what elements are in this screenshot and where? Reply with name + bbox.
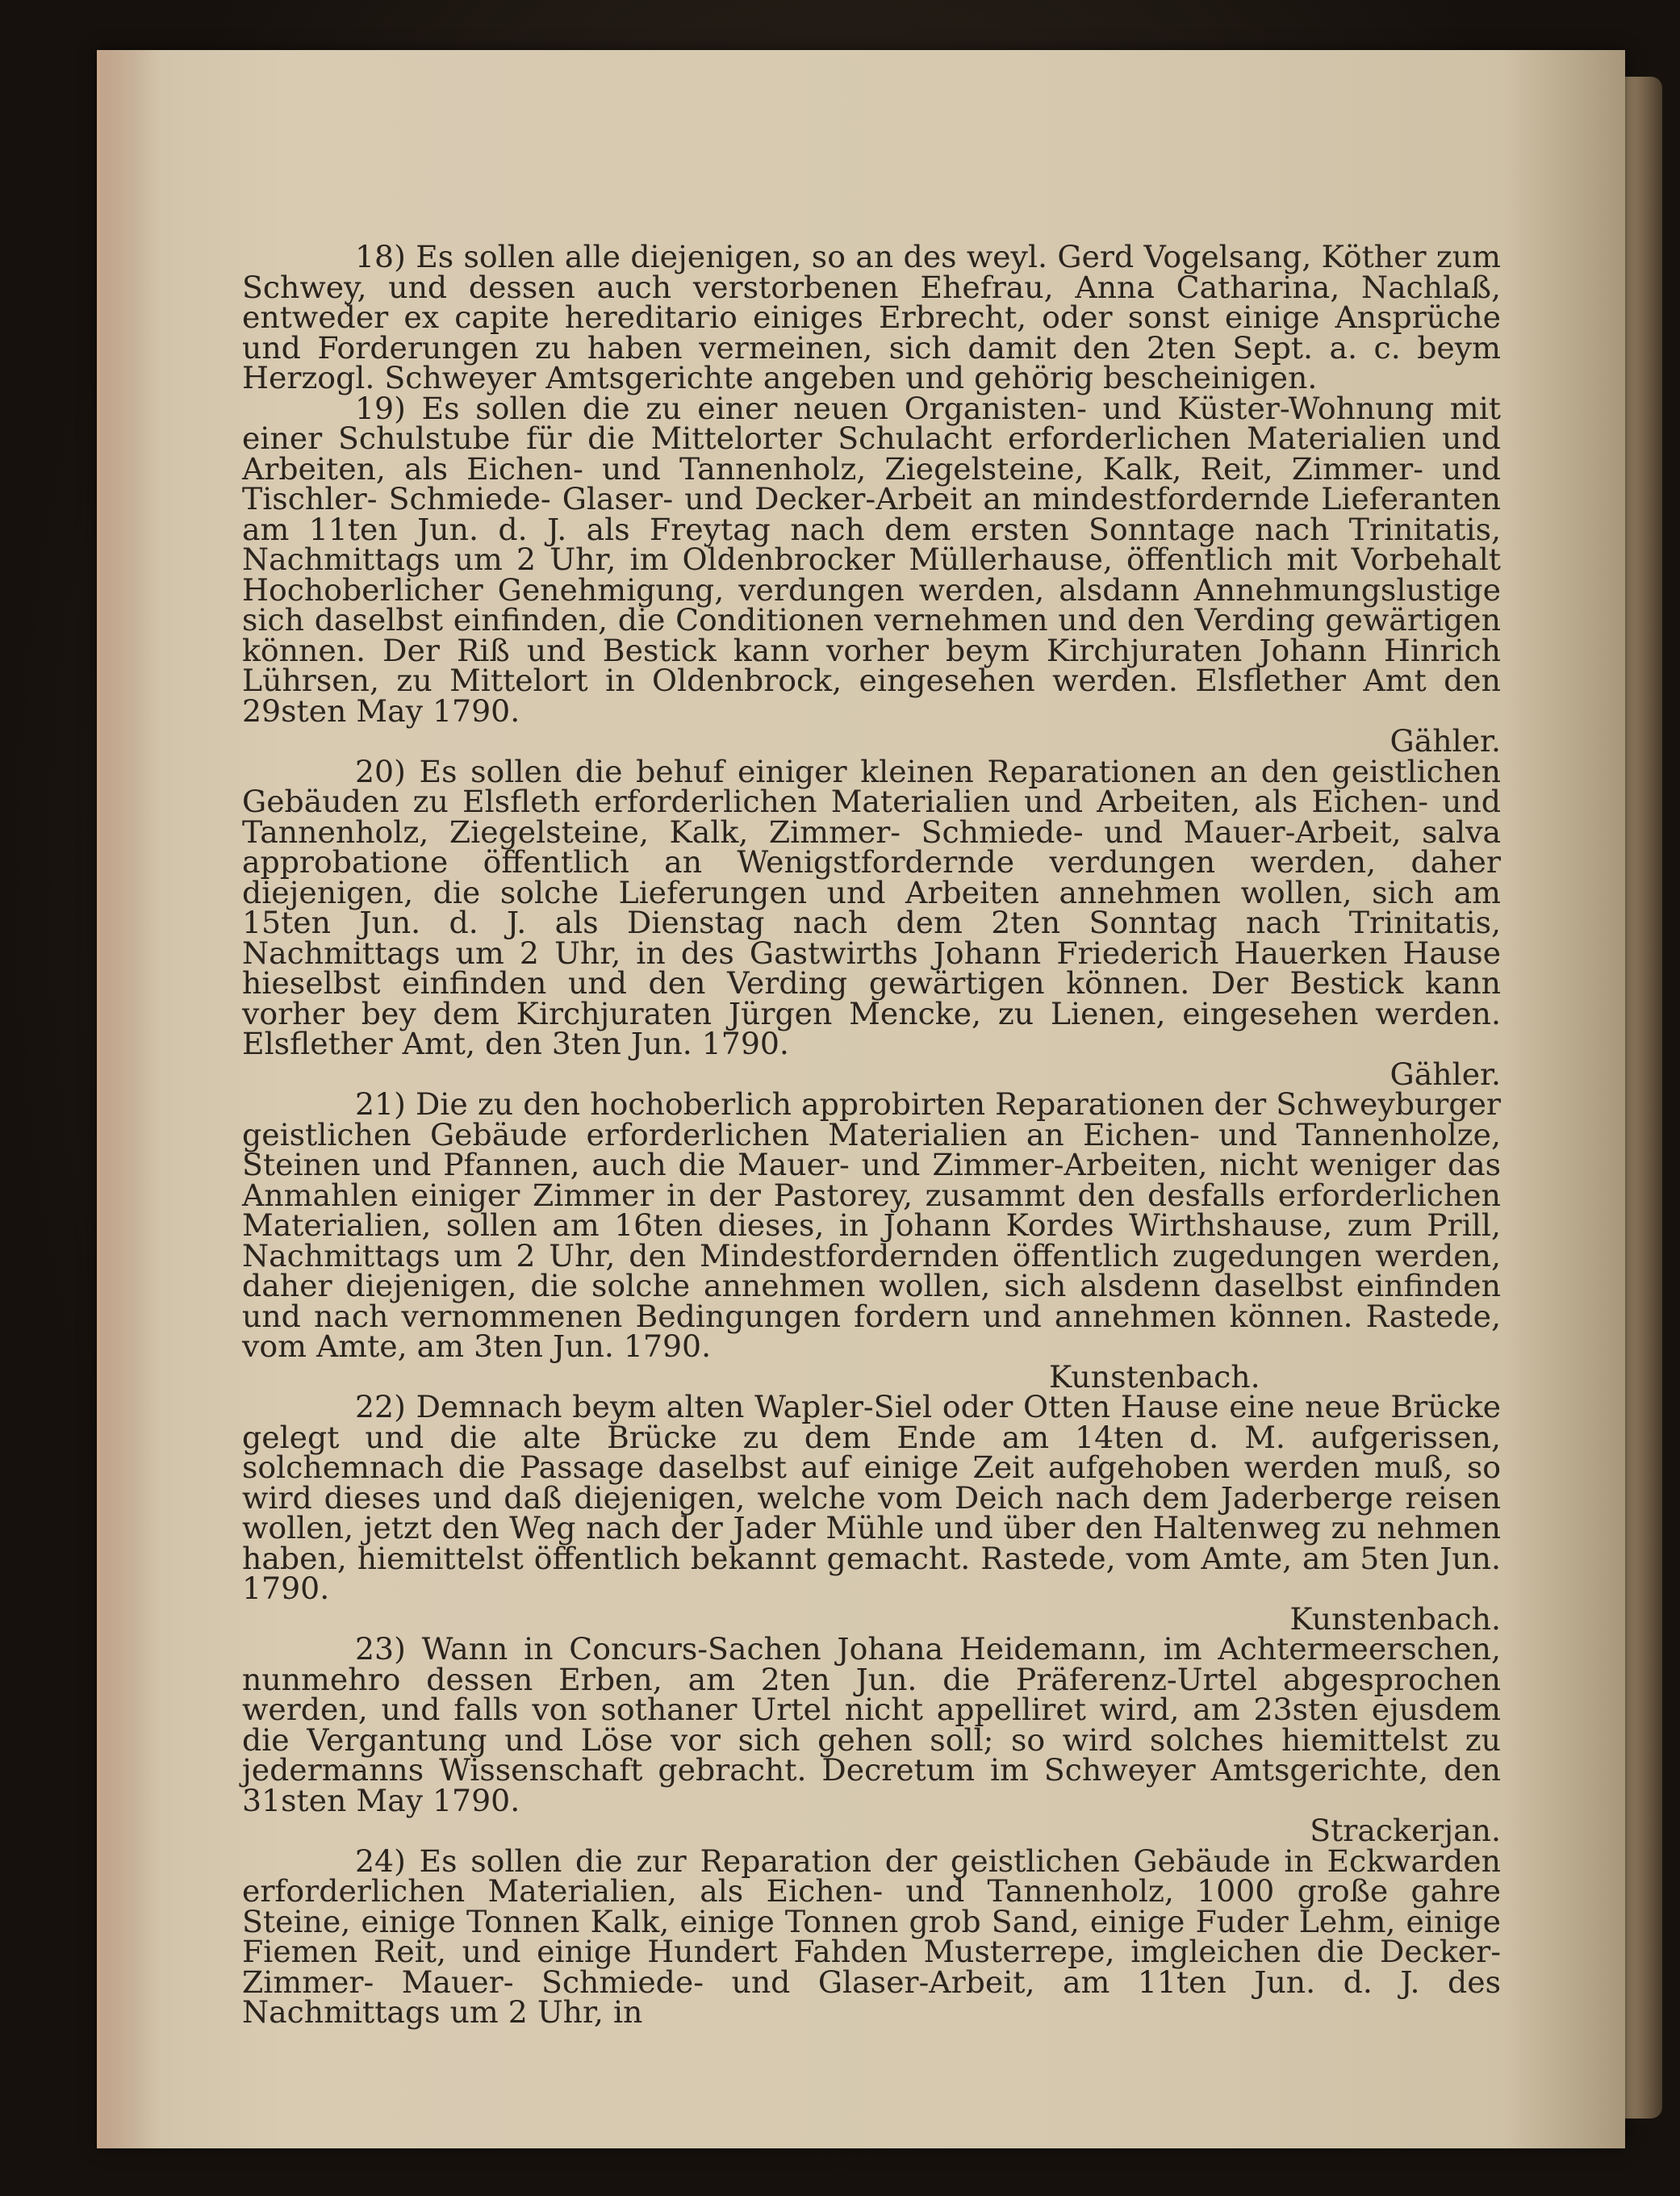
notice-24 bbox=[242, 1843, 1501, 2030]
notice-text: 21) Die zu den hochoberlich approbirten Reparationen der Schweyburger geistlichen Gebäude erforderlichen Materialien an Eichen- und Tannenholze, Steinen und Pfannen, auch die Mauer- und Zimmer-Arbeiten, nicht weniger das Anmahlen einiger Zimmer in der Pastorey, zusammt den desfalls erforderlichen Materialien, sollen am 16ten dieses, in Johann Kordes Wirthshause, zum Prill, Nachmittags um 2 Uhr, den Mindestfordernden öffentlich zugedungen werden, daher diejenigen, die solche annehmen wollen, sich alsdenn daselbst einfinden und nach vernommenen Bedingungen fordern und annehmen können. Rastede, vom Amte, am 3ten Jun. 1790. bbox=[242, 1086, 1501, 1364]
notice-signature: Gähler. bbox=[1390, 723, 1501, 759]
notice-signature: Kunstenbach. bbox=[1049, 1358, 1260, 1395]
notice-text: 23) Wann in Concurs-Sachen Johana Heidemann, im Achtermeerschen, nunmehro dessen Erben, am 2ten Jun. die Präferenz-Urtel abgesprochen werden, und falls von sothaner Urtel nicht appelliret wird, am 23sten ejusdem die Vergantung und Löse vor sich gehen soll; so wird solches hiemittelst zu jedermanns Wissenschaft gebracht. Decretum im Schweyer Amtsgerichte, den 31sten May 1790. bbox=[242, 1631, 1501, 1818]
notice-21 bbox=[242, 1086, 1501, 1395]
notice-text: 20) Es sollen die behuf einiger kleinen Reparationen an den geistlichen Gebäuden zu Elsfleth erforderlichen Materialien und Arbeiten, als Eichen- und Tannenholz, Ziegelsteine, Kalk, Zimmer- Schmiede- und Mauer-Arbeit, salva approbatione öffentlich an Wenigstfordernde verdungen werden, daher diejenigen, die solche Lieferungen und Arbeiten annehmen wollen, sich am 15ten Jun. d. J. als Dienstag nach dem 2ten Sonntag nach Trinitatis, Nachmittags um 2 Uhr, in des Gastwirths Johann Friederich Hauerken Hause hieselbst einfinden und den Verding gewärtigen können. Der Bestick kann vorher bey dem Kirchjuraten Jürgen Mencke, zu Lienen, eingesehen werden. Elsflether Amt, den 3ten Jun. 1790. bbox=[242, 753, 1501, 1061]
notice-signature: Gähler. bbox=[1390, 1056, 1501, 1092]
notice-text: 19) Es sollen die zu einer neuen Organisten- und Küster-Wohnung mit einer Schulstube für die Mittelorter Schulacht erforderlichen Materialien und Arbeiten, als Eichen- und Tannenholz, Ziegelsteine, Kalk, Reit, Zimmer- und Tischler- Schmiede- Glaser- und Decker-Arbeit an mindestfordernde Lieferanten am 11ten Jun. d. J. als Freytag nach dem ersten Sonntage nach Trinitatis, Nachmittags um 2 Uhr, im Oldenbrocker Müllerhause, öffentlich mit Vorbehalt Hochoberlicher Genehmigung, verdungen werden, alsdann Annehmungslustige sich daselbst einfinden, die Conditionen vernehmen und den Verding gewärtigen können. Der Riß und Bestick kann vorher beym Kirchjuraten Johann Hinrich Lührsen, zu Mittelort in Oldenbrock, eingesehen werden. Elsflether Amt den 29sten May 1790. bbox=[242, 390, 1501, 729]
notice-18 bbox=[242, 239, 1501, 395]
notice-text: 22) Demnach beym alten Wapler-Siel oder Otten Hause eine neue Brücke gelegt und die alte Brücke zu dem Ende am 14ten d. M. aufgerissen, solchemnach die Passage daselbst auf einige Zeit aufgehoben werden muß, so wird dieses und daß diejenigen, welche vom Deich nach dem Jaderberge reisen wollen, jetzt den Weg nach der Jader Mühle und über den Haltenweg zu nehmen haben, hiemittelst öffentlich bekannt gemacht. Rastede, vom Amte, am 5ten Jun. 1790. bbox=[242, 1389, 1501, 1606]
notice-20 bbox=[242, 753, 1501, 1092]
notice-19 bbox=[242, 390, 1501, 759]
notice-22 bbox=[242, 1389, 1501, 1637]
page-text bbox=[242, 239, 1501, 2030]
notice-text: 24) Es sollen die zur Reparation der geistlichen Gebäude in Eckwarden erforderlichen Materialien, als Eichen- und Tannenholz, 1000 große gahre Steine, einige Tonnen Kalk, einige Tonnen grob Sand, einige Fuder Lehm, einige Fiemen Reit, und einige Hundert Fahden Musterrepe, imgleichen die Decker- Zimmer- Mauer- Schmiede- und Glaser-Arbeit, am 11ten Jun. d. J. des Nachmittags um 2 Uhr, in bbox=[242, 1843, 1501, 2030]
notice-23 bbox=[242, 1631, 1501, 1848]
notice-text: 18) Es sollen alle diejenigen, so an des weyl. Gerd Vogelsang, Köther zum Schwey, und dessen auch verstorbenen Ehefrau, Anna Catharina, Nachlaß, entweder ex capite hereditario einiges Erbrecht, oder sonst einige Ansprüche und Forderungen zu haben vermeinen, sich damit den 2ten Sept. a. c. beym Herzogl. Schweyer Amtsgerichte angeben und gehörig bescheinigen. bbox=[242, 239, 1501, 395]
notice-signature: Kunstenbach. bbox=[1289, 1600, 1501, 1637]
notice-signature: Strackerjan. bbox=[1310, 1813, 1501, 1848]
